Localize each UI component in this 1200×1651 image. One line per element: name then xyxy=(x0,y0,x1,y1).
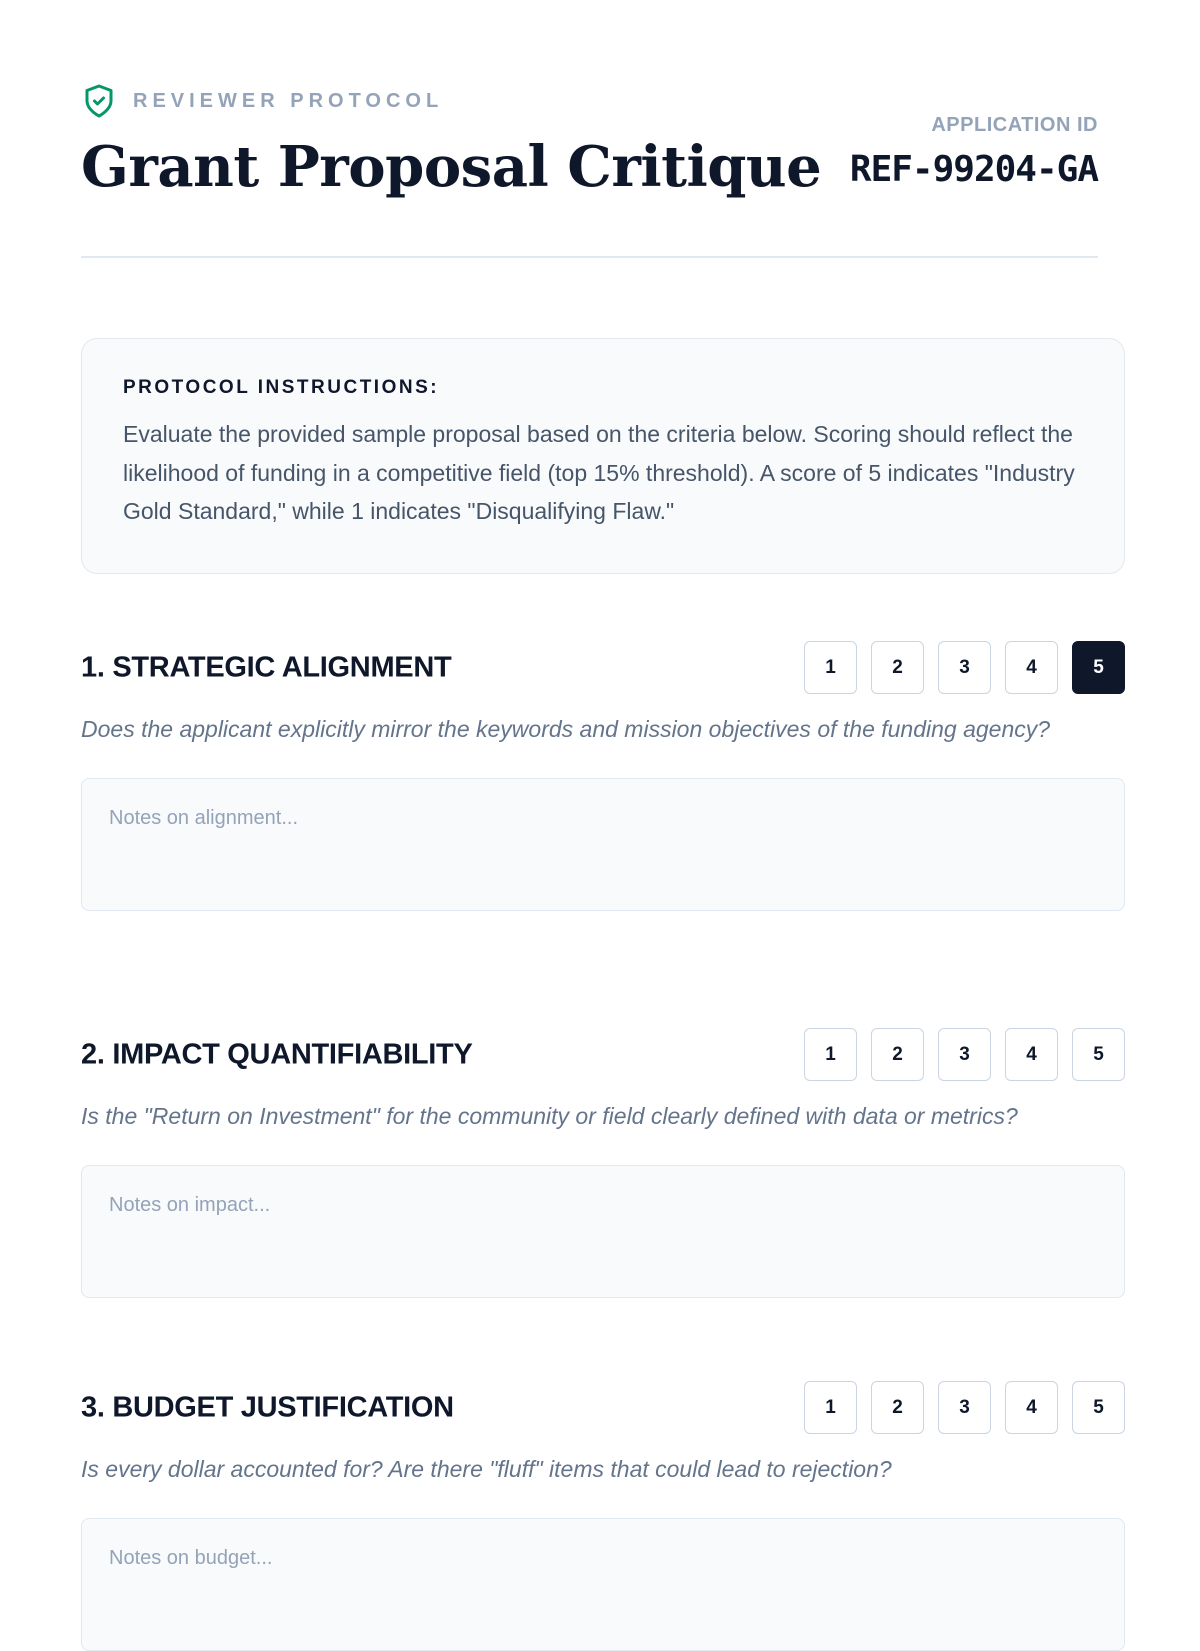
criterion-title: 2. IMPACT QUANTIFIABILITY xyxy=(81,1038,473,1071)
score-button[interactable]: 2 xyxy=(871,1381,924,1434)
criterion-title: 3. BUDGET JUSTIFICATION xyxy=(81,1391,454,1424)
score-selector xyxy=(804,1028,1125,1081)
criterion-section xyxy=(81,1381,1125,1651)
score-button[interactable]: 4 xyxy=(1005,1381,1058,1434)
score-button[interactable]: 1 xyxy=(804,641,857,694)
instructions-panel xyxy=(81,338,1125,574)
alignment-notes-field[interactable] xyxy=(81,778,1125,911)
score-button[interactable]: 5 xyxy=(1072,641,1125,694)
criterion-header xyxy=(81,1028,1125,1082)
criterion-section xyxy=(81,1028,1125,1298)
score-button[interactable]: 2 xyxy=(871,641,924,694)
eyebrow xyxy=(81,82,443,120)
criterion-description: Is the "Return on Investment" for the community or field clearly defined with data or metrics? xyxy=(81,1103,1018,1129)
criterion-title: 1. STRATEGIC ALIGNMENT xyxy=(81,651,452,684)
score-button[interactable]: 3 xyxy=(938,641,991,694)
score-button[interactable]: 3 xyxy=(938,1028,991,1081)
score-button[interactable]: 2 xyxy=(871,1028,924,1081)
application-id-value: REF-99204-GA xyxy=(849,149,1098,190)
score-button[interactable]: 5 xyxy=(1072,1028,1125,1081)
criterion-section xyxy=(81,641,1125,911)
page-title: Grant Proposal Critique xyxy=(81,134,822,200)
criterion-description: Is every dollar accounted for? Are there "fluff" items that could lead to rejection? xyxy=(81,1456,892,1482)
score-button[interactable]: 1 xyxy=(804,1381,857,1434)
eyebrow-label: REVIEWER PROTOCOL xyxy=(133,89,444,112)
criterion-description: Does the applicant explicitly mirror the keywords and mission objectives of the funding agency? xyxy=(81,716,1051,742)
score-button[interactable]: 4 xyxy=(1005,1028,1058,1081)
score-button[interactable]: 4 xyxy=(1005,641,1058,694)
impact-notes-field[interactable] xyxy=(81,1165,1125,1298)
score-button[interactable]: 5 xyxy=(1072,1381,1125,1434)
instructions-body: Evaluate the provided sample proposal based on the criteria below. Scoring should reflect the likelihood of funding in a competitive field (top 15% threshold). A score of 5 indicates "Industry Gold Standard," while 1 indicates "Disqualifying Flaw." xyxy=(123,421,1075,524)
application-id-label: APPLICATION ID xyxy=(931,114,1098,136)
instructions-heading: PROTOCOL INSTRUCTIONS: xyxy=(123,377,440,398)
budget-notes-field[interactable] xyxy=(81,1518,1125,1651)
score-selector xyxy=(804,641,1125,694)
score-button[interactable]: 3 xyxy=(938,1381,991,1434)
score-selector xyxy=(804,1381,1125,1434)
criterion-header xyxy=(81,1381,1125,1435)
application-id-block xyxy=(850,114,1098,190)
shield-check-icon xyxy=(81,82,117,120)
page-header xyxy=(81,0,1098,258)
score-button[interactable]: 1 xyxy=(804,1028,857,1081)
criterion-header xyxy=(81,641,1125,695)
